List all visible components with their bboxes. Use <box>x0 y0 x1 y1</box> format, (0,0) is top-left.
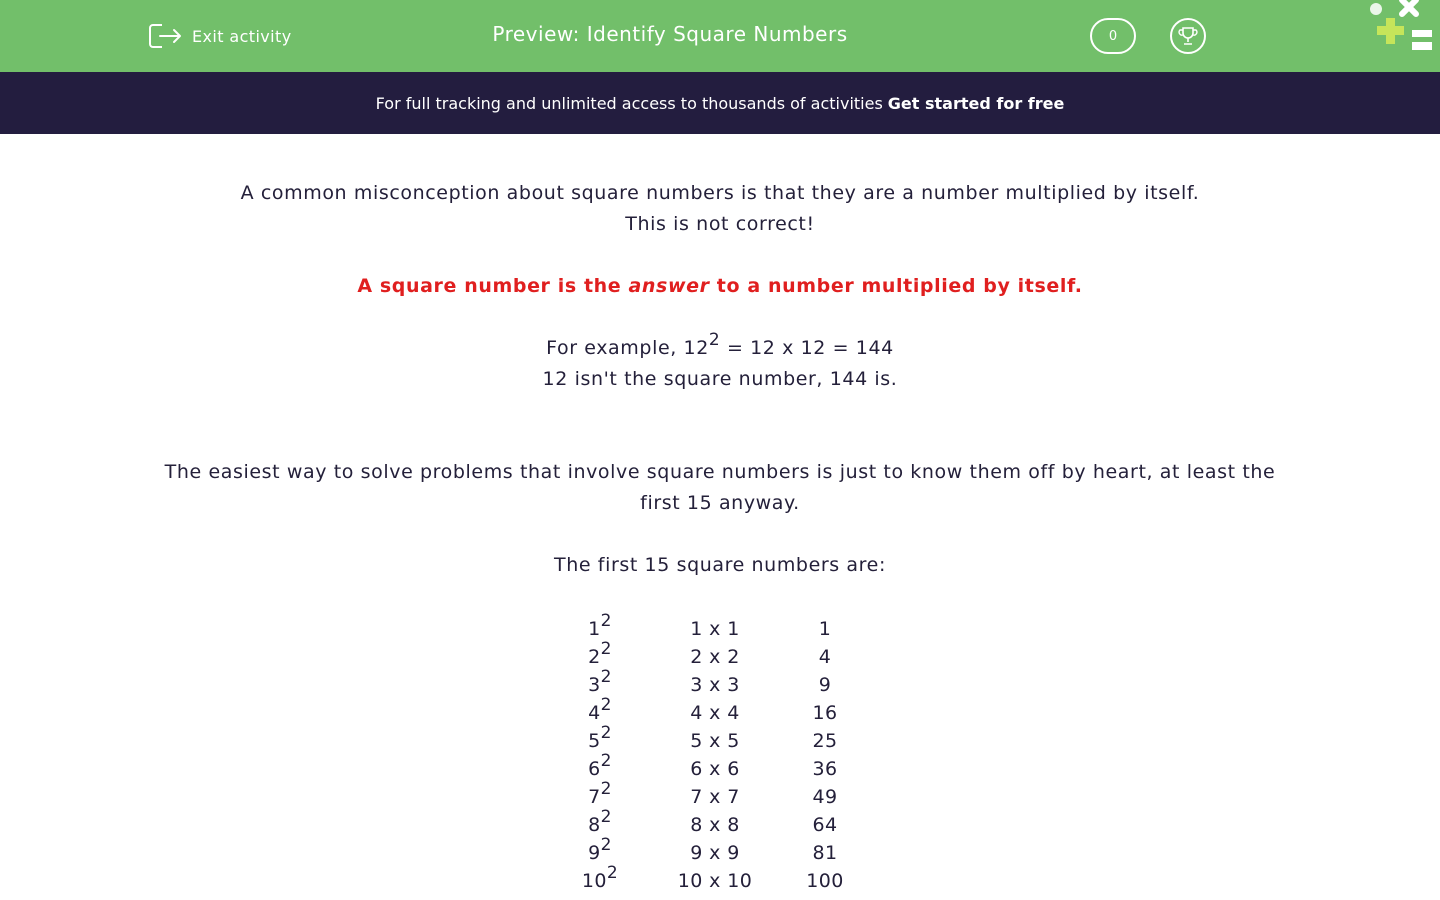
top-bar <box>0 0 1440 72</box>
lesson-content <box>0 178 1440 581</box>
exit-activity-label: Exit activity <box>192 26 292 46</box>
table-row <box>560 836 890 864</box>
table-row <box>560 668 890 696</box>
memorize-advice: The easiest way to solve problems that involve square numbers is just to know them off by heart, at least the first 15 anyway. <box>164 461 1276 514</box>
result-cell: 100 <box>806 870 844 892</box>
power-cell <box>560 638 640 668</box>
table-row <box>560 640 890 668</box>
base-value: 7 <box>588 786 601 808</box>
table-row <box>560 808 890 836</box>
product-cell: 5 x 5 <box>690 730 740 752</box>
definition-pre: A square number is the <box>357 275 629 297</box>
score-badge: 0 <box>1090 18 1136 54</box>
exponent-value: 2 <box>600 778 612 799</box>
product-cell: 7 x 7 <box>690 786 740 808</box>
product-cell: 10 x 10 <box>677 870 753 892</box>
product-cell: 3 x 3 <box>690 674 740 696</box>
base-value: 6 <box>588 758 601 780</box>
product-cell: 1 x 1 <box>690 618 740 640</box>
power-cell <box>560 694 640 724</box>
power-cell <box>560 862 640 892</box>
result-cell: 49 <box>812 786 838 808</box>
example-line-1 <box>0 329 1440 364</box>
example-line-2: 12 isn't the square number, 144 is. <box>542 368 898 390</box>
first-15-heading: The first 15 square numbers are: <box>554 554 886 576</box>
result-cell: 64 <box>812 814 838 836</box>
exponent-value: 2 <box>600 666 612 687</box>
power-cell <box>560 778 640 808</box>
power-cell <box>560 666 640 696</box>
exponent-value: 2 <box>600 694 612 715</box>
power-cell <box>560 834 640 864</box>
exponent-value: 2 <box>606 862 619 883</box>
example-post: = 12 x 12 = 144 <box>720 337 894 359</box>
misconception-line-1: A common misconception about square numbers is that they are a number multiplied by itself. <box>240 182 1200 204</box>
base-value: 9 <box>588 842 601 864</box>
misconception-line-2: This is not correct! <box>625 213 815 235</box>
result-cell: 81 <box>812 842 838 864</box>
result-cell: 36 <box>812 758 838 780</box>
table-row <box>560 724 890 752</box>
get-started-link[interactable]: Get started for free <box>887 93 1065 113</box>
exponent-value: 2 <box>600 638 612 659</box>
base-value: 8 <box>588 814 601 836</box>
exponent-value: 2 <box>600 834 612 855</box>
upgrade-banner <box>0 72 1440 134</box>
product-cell: 4 x 4 <box>690 702 740 724</box>
example-exponent: 2 <box>708 329 721 350</box>
trophy-icon <box>1177 25 1199 47</box>
base-value: 10 <box>581 870 607 892</box>
exit-activity-button[interactable] <box>148 18 292 54</box>
table-row <box>560 864 890 892</box>
result-cell: 1 <box>818 618 832 640</box>
product-cell: 9 x 9 <box>690 842 740 864</box>
base-value: 3 <box>588 674 601 696</box>
square-numbers-table <box>560 612 890 892</box>
definition-emphasis: answer <box>628 275 710 297</box>
table-row <box>560 780 890 808</box>
page-title: Preview: Identify Square Numbers <box>492 22 848 46</box>
power-cell <box>560 750 640 780</box>
base-value: 1 <box>588 618 601 640</box>
power-cell <box>560 806 640 836</box>
table-row <box>560 612 890 640</box>
base-value: 4 <box>588 702 601 724</box>
brand-logo <box>1362 0 1440 60</box>
base-value: 2 <box>588 646 601 668</box>
table-row <box>560 752 890 780</box>
definition-statement <box>0 271 1440 302</box>
product-cell: 6 x 6 <box>690 758 740 780</box>
power-cell <box>560 610 640 640</box>
result-cell: 9 <box>818 674 832 696</box>
exponent-value: 2 <box>600 610 612 631</box>
banner-text: For full tracking and unlimited access to thousands of activities <box>375 93 883 113</box>
table-row <box>560 696 890 724</box>
exponent-value: 2 <box>600 722 612 743</box>
example-pre: For example, 12 <box>546 337 709 359</box>
result-cell: 16 <box>812 702 838 724</box>
result-cell: 4 <box>818 646 832 668</box>
result-cell: 25 <box>812 730 838 752</box>
power-cell <box>560 722 640 752</box>
trophy-button[interactable] <box>1170 18 1206 54</box>
exponent-value: 2 <box>600 750 612 771</box>
exit-icon <box>148 21 184 51</box>
product-cell: 8 x 8 <box>690 814 740 836</box>
product-cell: 2 x 2 <box>690 646 740 668</box>
definition-post: to a number multiplied by itself. <box>709 275 1083 297</box>
exponent-value: 2 <box>600 806 612 827</box>
base-value: 5 <box>588 730 601 752</box>
